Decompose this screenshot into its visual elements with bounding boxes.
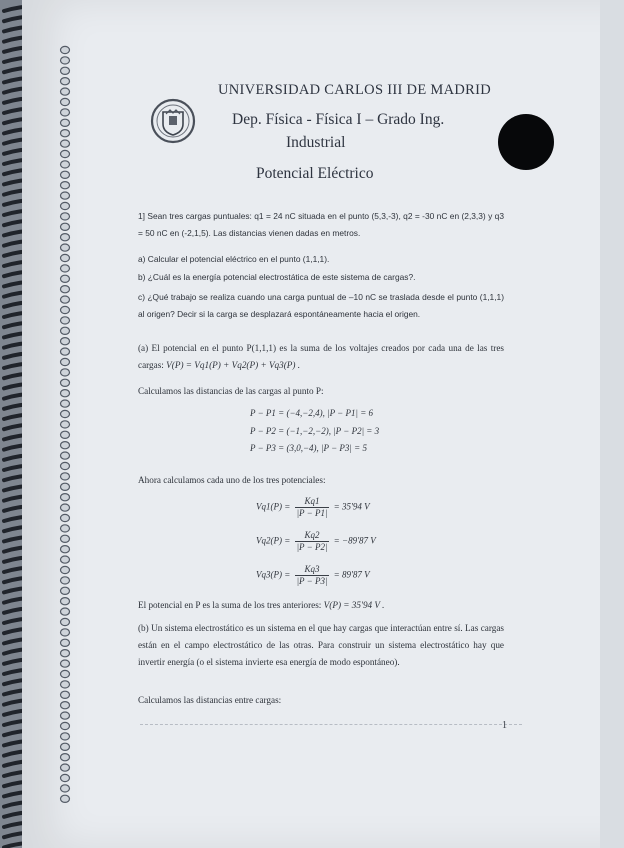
binding-hole [61,317,70,324]
university-seal-icon [150,98,196,144]
footer-divider [140,724,522,725]
problem-part-a: a) Calcular el potencial eléctrico en el punto (1,1,1). [138,254,330,264]
binding-hole [61,254,70,261]
binding-hole [61,379,70,386]
solution-b-distances: Calculamos las distancias entre cargas: [138,695,282,705]
binding-hole [61,795,70,802]
potential-eq-2-fraction [295,530,330,553]
potential-sum-text: El potencial en P es la suma de los tres anteriores: [138,600,324,610]
binding-hole [61,681,70,688]
solution-a-formula: V(P) = Vq1(P) + Vq2(P) + Vq3(P) . [166,360,301,370]
binding-holes [58,44,72,804]
potential-eq-1-num: Kq1 [295,496,330,508]
binding-hole [61,390,70,397]
potential-eq-3 [256,564,370,587]
binding-hole [61,182,70,189]
potential-eq-2-den: |P − P2| [296,542,328,552]
binding-hole [61,722,70,729]
binding-hole [61,774,70,781]
potential-sum [138,597,504,614]
binding-hole [61,577,70,584]
potential-eq-2-lhs: Vq2(P) = [256,535,291,546]
binding-hole [61,130,70,137]
potential-eq-3-rhs: = 89'87 V [333,569,370,580]
binding-hole [61,275,70,282]
binding-hole [61,514,70,521]
binding-hole [61,452,70,459]
binding-hole [61,78,70,85]
binding-hole [61,587,70,594]
binding-hole [61,171,70,178]
potential-eq-3-lhs: Vq3(P) = [256,569,291,580]
potential-eq-1-lhs: Vq1(P) = [256,501,291,512]
binding-hole [61,296,70,303]
binding-hole [61,639,70,646]
binding-hole [61,702,70,709]
binding-hole [61,712,70,719]
binding-hole [61,442,70,449]
binding-hole [61,629,70,636]
potential-eq-2-num: Kq2 [295,530,330,542]
potential-eq-1-rhs: = 35'94 V [333,501,370,512]
binding-hole [61,119,70,126]
binding-hole [61,88,70,95]
binding-hole [61,535,70,542]
binding-hole [61,67,70,74]
binding-hole [61,327,70,334]
binding-hole [61,504,70,511]
binding-hole [61,286,70,293]
binding-hole [61,57,70,64]
potential-eq-3-fraction [295,564,330,587]
binding-hole [61,410,70,417]
binding-hole [61,462,70,469]
binding-hole [61,743,70,750]
solution-b-text: (b) Un sistema electrostático es un sistema en el que hay cargas que interactúan entre sí. Las cargas están en el campo electrostático de las otras. Para construir un sistema electrostático hay que invertir energía (o el sistema invierte esa energía de modo espontáneo). [138,623,504,667]
binding-hole [61,660,70,667]
binding-hole [61,556,70,563]
department-title: Dep. Física - Física I – Grado Ing. [232,111,445,128]
binding-hole [61,223,70,230]
binding-hole [61,348,70,355]
binding-hole [61,431,70,438]
distance-eq-1: P − P1 = (−4,−2,4), |P − P1| = 6 [250,408,374,418]
problem-part-c: c) ¿Qué trabajo se realiza cuando una carga puntual de –10 nC se traslada desde el punto (1,1,1) al origen? Decir si la carga se desplazará espontáneamente hacia el origen. [138,292,504,319]
binding-hole [61,670,70,677]
solution-a-intro [138,340,504,374]
binding-hole [61,109,70,116]
page-number: 1 [502,720,507,731]
binding-hole [61,650,70,657]
binding-hole [61,213,70,220]
potential-eq-1 [256,496,370,519]
binding-hole [61,691,70,698]
binding-hole [61,546,70,553]
binding-hole [61,98,70,105]
department-title-line2: Industrial [286,134,346,151]
potential-eq-2 [256,530,376,553]
potentials-intro: Ahora calculamos cada uno de los tres potenciales: [138,475,326,485]
binding-hole [61,306,70,313]
university-title: UNIVERSIDAD CARLOS III DE MADRID [218,82,492,98]
black-dot-marker [498,114,554,170]
binding-hole [61,494,70,501]
binding-hole [61,598,70,605]
binding-hole [61,192,70,199]
binding-hole [61,358,70,365]
binding-hole [61,618,70,625]
binding-hole [61,265,70,272]
binding-hole [61,785,70,792]
binding-hole [61,566,70,573]
problem-statement: 1] Sean tres cargas puntuales: q1 = 24 nC situada en el punto (5,3,-3), q2 = -30 nC en (2,3,3) y q3 = 50 nC en (-2,1,5). Las distancias vienen dadas en metros. [138,211,504,238]
distances-intro: Calculamos las distancias de las cargas al punto P: [138,386,324,396]
binding-hole [61,338,70,345]
binding-hole [61,483,70,490]
binding-hole [61,140,70,147]
binding-hole [61,400,70,407]
potential-sum-formula: V(P) = 35'94 V . [323,600,385,610]
potential-eq-1-den: |P − P1| [296,508,328,518]
binding-hole [61,421,70,428]
page-edge [600,0,624,848]
binding-hole [61,733,70,740]
potential-eq-2-rhs: = −89'87 V [333,535,376,546]
binding-hole [61,150,70,157]
binding-hole [61,161,70,168]
binding-hole [61,234,70,241]
problem-part-b: b) ¿Cuál es la energía potencial electrostática de este sistema de cargas?. [138,272,416,282]
distance-eq-2: P − P2 = (−1,−2,−2), |P − P2| = 3 [250,426,380,436]
binding-hole [61,369,70,376]
solution-a-intro-text: (a) El potencial en el punto P(1,1,1) es la suma de los voltajes creados por cada una de las tres cargas: [138,343,504,370]
potential-eq-3-den: |P − P3| [296,576,328,586]
potential-eq-3-num: Kq3 [295,564,330,576]
binding-hole [61,608,70,615]
potential-eq-1-fraction [295,496,330,519]
binding-hole [61,525,70,532]
binding-hole [61,202,70,209]
binding-hole [61,244,70,251]
binding-hole [61,754,70,761]
topic-title: Potencial Eléctrico [256,165,374,182]
distance-eq-3: P − P3 = (3,0,−4), |P − P3| = 5 [250,443,367,453]
binding-hole [61,473,70,480]
binding-hole [61,46,70,53]
binding-hole [61,764,70,771]
